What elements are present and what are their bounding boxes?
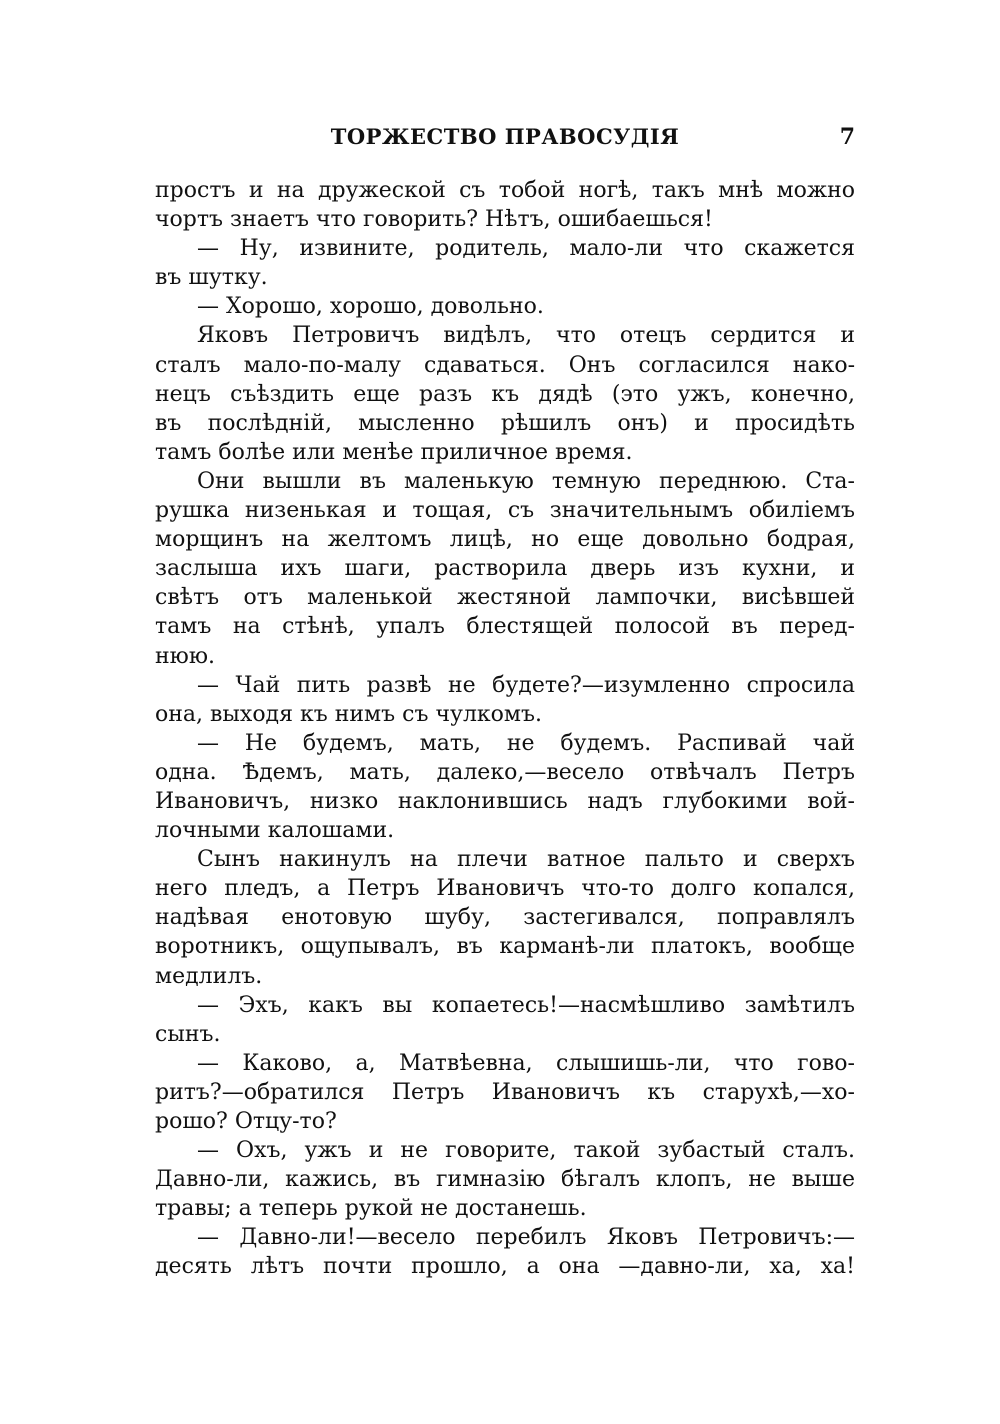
- text-line: Ивановичъ, низко наклонившись надъ глубокими вой-: [155, 788, 855, 814]
- text-line: него пледъ, а Петръ Ивановичъ что-то долго копался,: [155, 876, 855, 902]
- text-line: — Давно-ли!—весело перебилъ Яковъ Петровичъ:—: [197, 1225, 855, 1251]
- text-line: травы; а теперь рукой не достанешь.: [155, 1196, 587, 1222]
- text-line: ритъ?—обратился Петръ Ивановичъ къ старухѣ,—хо-: [155, 1079, 855, 1105]
- running-title: ТОРЖЕСТВО ПРАВОСУДІЯ: [330, 124, 680, 149]
- text-line: одна. Ѣдемъ, мать, далеко,—весело отвѣчалъ Петръ: [155, 759, 855, 785]
- text-line: Давно-ли, кажись, въ гимназію бѣгалъ клопъ, не выше: [155, 1167, 855, 1193]
- text-line: сынъ.: [155, 1021, 221, 1047]
- text-line: въ шутку.: [155, 265, 268, 291]
- text-line: въ послѣдній, мысленно рѣшилъ онъ) и просидѣть: [155, 410, 855, 436]
- text-line: — Не будемъ, мать, не будемъ. Распивай чай: [197, 730, 855, 756]
- text-line: медлилъ.: [155, 963, 263, 989]
- text-line: лочными калошами.: [155, 818, 395, 844]
- text-line: простъ и на дружеской съ тобой ногѣ, такъ мнѣ можно: [155, 178, 855, 203]
- text-line: — Хорошо, хорошо, довольно.: [197, 294, 544, 320]
- text-line: — Чай пить развѣ не будете?—изумленно спросила: [197, 672, 855, 698]
- text-line: свѣтъ отъ маленькой жестяной лампочки, висѣвшей: [155, 585, 855, 611]
- text-line: Сынъ накинулъ на плечи ватное пальто и сверхъ: [197, 847, 855, 873]
- text-line: сталъ мало-по-малу сдаваться. Онъ согласился нако-: [155, 352, 855, 378]
- text-line: — Охъ, ужъ и не говорите, такой зубастый сталъ.: [197, 1138, 855, 1164]
- running-head: [155, 122, 855, 152]
- text-line: — Ну, извините, родитель, мало-ли что скажется: [197, 236, 855, 262]
- text-line: Они вышли въ маленькую темную переднюю. Ста-: [197, 468, 855, 494]
- text-line: воротникъ, ощупывалъ, въ карманѣ-ли платокъ, вообще: [155, 934, 855, 960]
- page-number: 7: [839, 124, 855, 150]
- text-line: — Эхъ, какъ вы копаетесь!—насмѣшливо замѣтилъ: [197, 992, 855, 1018]
- text-line: рушка низенькая и тощая, съ значительнымъ обиліемъ: [155, 498, 855, 524]
- text-line: чортъ знаетъ что говорить? Нѣтъ, ошибаешься!: [155, 207, 713, 233]
- text-line: заслыша ихъ шаги, растворила дверь изъ кухни, и: [155, 556, 855, 582]
- text-line: нецъ съѣздить еще разъ къ дядѣ (это ужъ, конечно,: [155, 381, 855, 407]
- text-line: рошо? Отцу-то?: [155, 1109, 337, 1134]
- text-line: десять лѣтъ почти прошло, а она —давно-ли, ха, ха!: [155, 1254, 855, 1280]
- text-line: — Каково, а, Матвѣевна, слышишь-ли, что гово-: [197, 1050, 855, 1076]
- text-line: тамъ болѣе или менѣе приличное время.: [155, 439, 633, 465]
- text-line: надѣвая енотовую шубу, застегивался, поправлялъ: [155, 905, 855, 931]
- text-line: морщинъ на желтомъ лицѣ, но еще довольно бодрая,: [155, 527, 855, 553]
- body-text: [155, 176, 855, 1282]
- text-line: тамъ на стѣнѣ, упалъ блестящей полосой въ перед-: [155, 614, 855, 640]
- text-line: Яковъ Петровичъ видѣлъ, что отецъ сердится и: [197, 323, 855, 349]
- text-line: она, выходя къ нимъ съ чулкомъ.: [155, 701, 543, 727]
- text-line: нюю.: [155, 643, 215, 669]
